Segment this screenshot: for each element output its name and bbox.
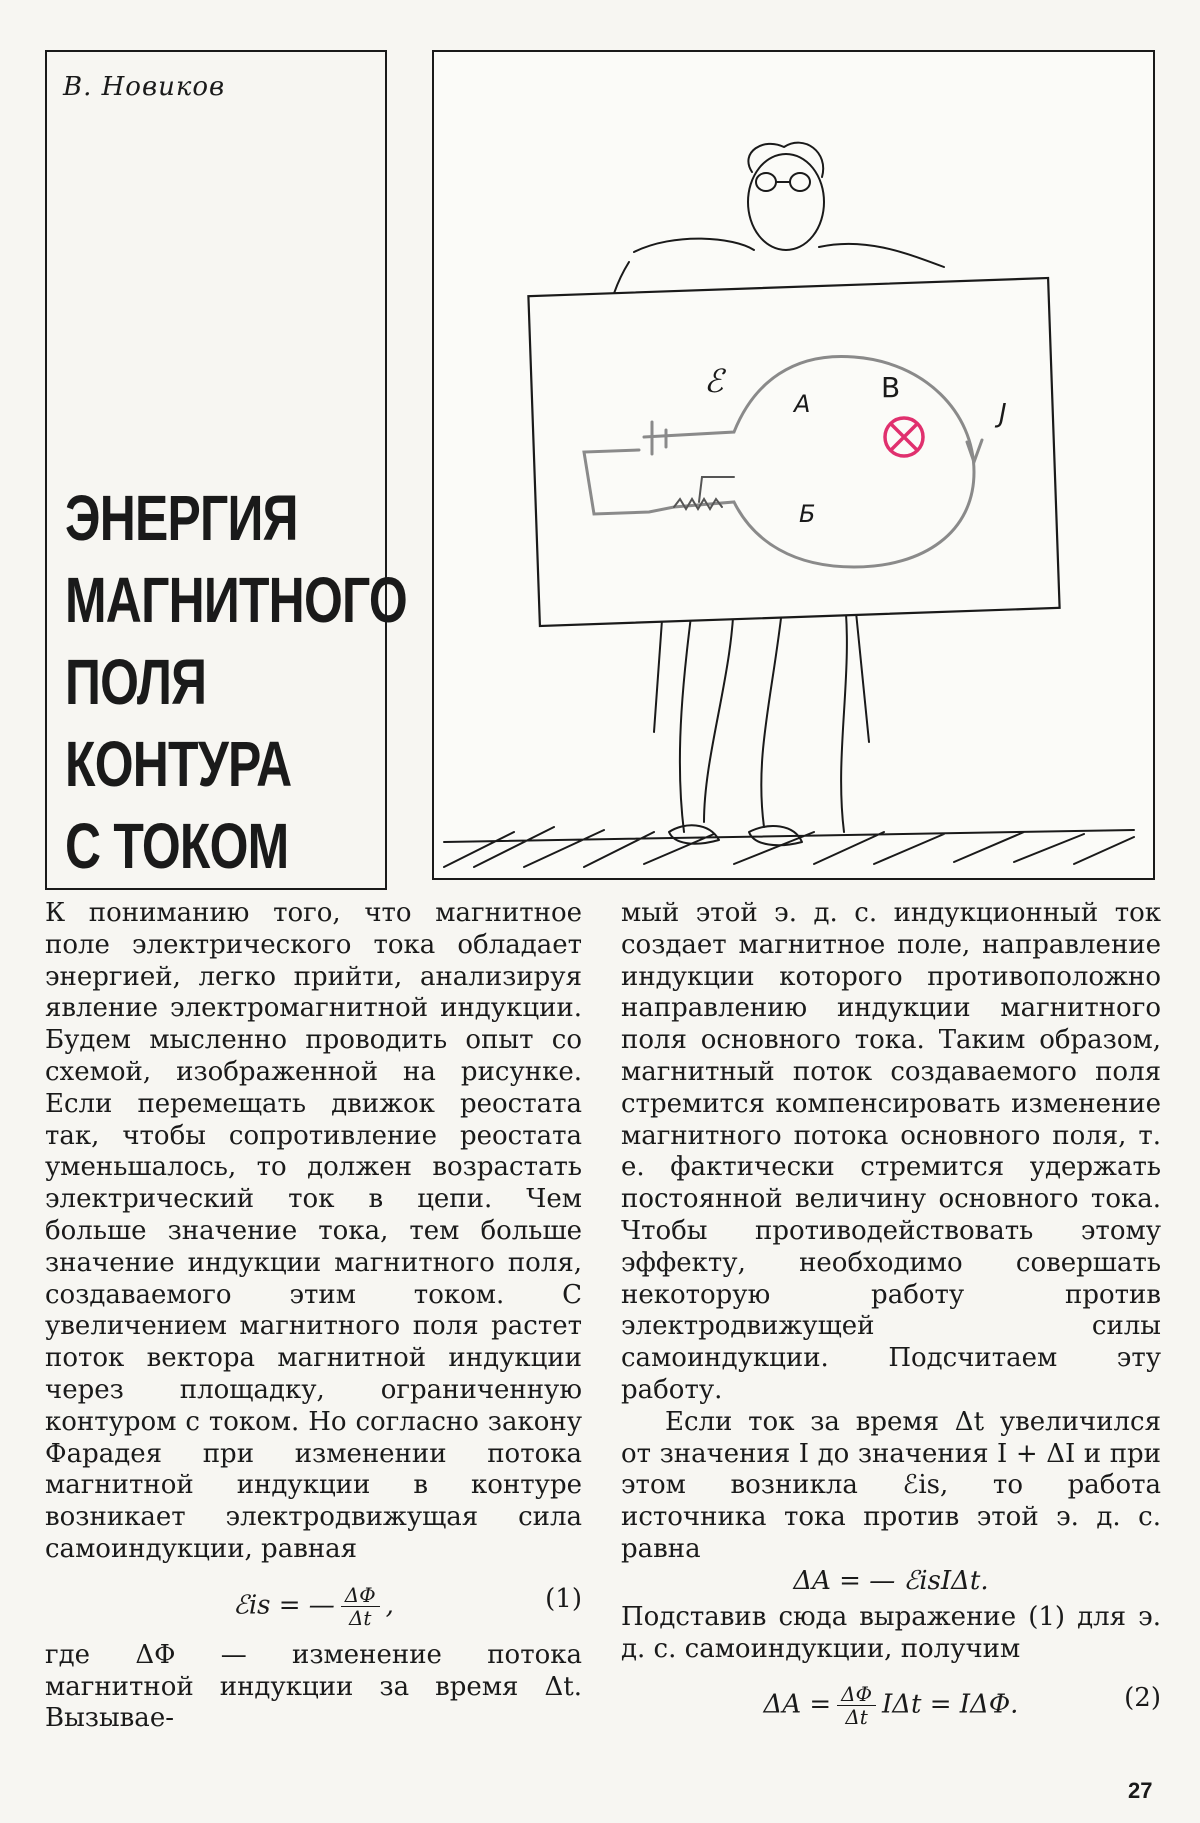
title-line: КОНТУРА bbox=[65, 728, 292, 800]
person-legs bbox=[680, 592, 847, 832]
paragraph: Подставив сюда выражение (1) для э. д. с. самоиндукции, получим bbox=[621, 1601, 1161, 1664]
title-line: ЭНЕРГИЯ bbox=[65, 482, 298, 554]
person-head bbox=[748, 154, 824, 250]
paragraph: Если ток за время Δt увеличился от значения I до значения I + ΔI и при этом возникла ℰis, то работа источника тока против этой э. д. с. равна bbox=[621, 1406, 1161, 1564]
label-current: Ј bbox=[999, 399, 1007, 429]
author-name: В. Новиков bbox=[63, 72, 226, 102]
label-field-b: B bbox=[881, 371, 901, 404]
formula-1-numerator: ΔΦ bbox=[341, 1584, 380, 1607]
formula-2-label: (2) bbox=[1124, 1683, 1161, 1714]
formula-1 bbox=[45, 1566, 582, 1640]
page-number: 27 bbox=[1128, 1778, 1153, 1803]
formula-1-tail: , bbox=[385, 1590, 394, 1621]
formula-2-denominator: Δt bbox=[845, 1705, 868, 1730]
left-column bbox=[45, 898, 582, 1735]
paragraph: мый этой э. д. с. индукционный ток создает магнитное поле, направление индукции которого противоположно направлению индукции магнитного поля основного тока. Таким образом, магнитный поток создаваемого поля стремится компенсировать изменение магнитного потока основного поля, т. е. фактически стремится удержать постоянной величину основного тока. Чтобы противодействовать этому эффекту, необходимо совершать некоторую работу против электродвижущей силы самоиндукции. Подсчитаем эту работу. bbox=[621, 898, 1161, 1405]
formula-2 bbox=[621, 1665, 1161, 1739]
formula-2-numerator: ΔΦ bbox=[837, 1683, 876, 1706]
person-glasses bbox=[756, 173, 810, 191]
formula-1-lhs: ℰis = — bbox=[233, 1590, 335, 1621]
paragraph: К пониманию того, что магнитное поле электрического тока обладает энергией, легко прийти, анализируя явление электромагнитной индукции. Будем мысленно проводить опыт со схемой, изображенной на рисунке. Если перемещать движок реостата так, чтобы сопротивление реостата уменьшалось, то должен возрастать электрический ток в цепи. Чем больше значение тока, тем больше значение индукции магнитного поля, создаваемого этим током. С увеличением магнитного поля растет поток вектора магнитной индукции через площадку, ограниченную контуром с током. Но согласно закону Фарадея при изменении потока магнитной индукции в контуре возникает электродвижущая сила самоиндукции, равная bbox=[45, 898, 582, 1564]
title-line: ПОЛЯ bbox=[65, 646, 207, 718]
label-point-a: A bbox=[794, 390, 811, 418]
formula-2-lhs: ΔA = bbox=[763, 1689, 832, 1720]
formula-work: ΔA = — ℰisIΔt. bbox=[793, 1565, 989, 1596]
right-column bbox=[621, 898, 1161, 1739]
title-line: МАГНИТНОГО bbox=[65, 564, 407, 636]
formula-1-label: (1) bbox=[545, 1583, 582, 1614]
illustration-drawing bbox=[434, 52, 1157, 882]
article-title bbox=[65, 477, 407, 887]
person-shoulders bbox=[634, 239, 944, 267]
label-point-b: Б bbox=[799, 500, 816, 528]
formula-1-denominator: Δt bbox=[348, 1605, 372, 1630]
paragraph: где ΔΦ — изменение потока магнитной индукции за время Δt. Вызывае- bbox=[45, 1639, 582, 1734]
label-emf: ℰ bbox=[704, 362, 724, 400]
illustration bbox=[432, 50, 1155, 880]
title-line: С ТОКОМ bbox=[65, 810, 289, 882]
title-box bbox=[45, 50, 407, 890]
person-hair bbox=[748, 143, 823, 177]
floor-hatching bbox=[444, 827, 1134, 867]
formula-2-rhs: IΔt = IΔΦ. bbox=[882, 1689, 1019, 1720]
